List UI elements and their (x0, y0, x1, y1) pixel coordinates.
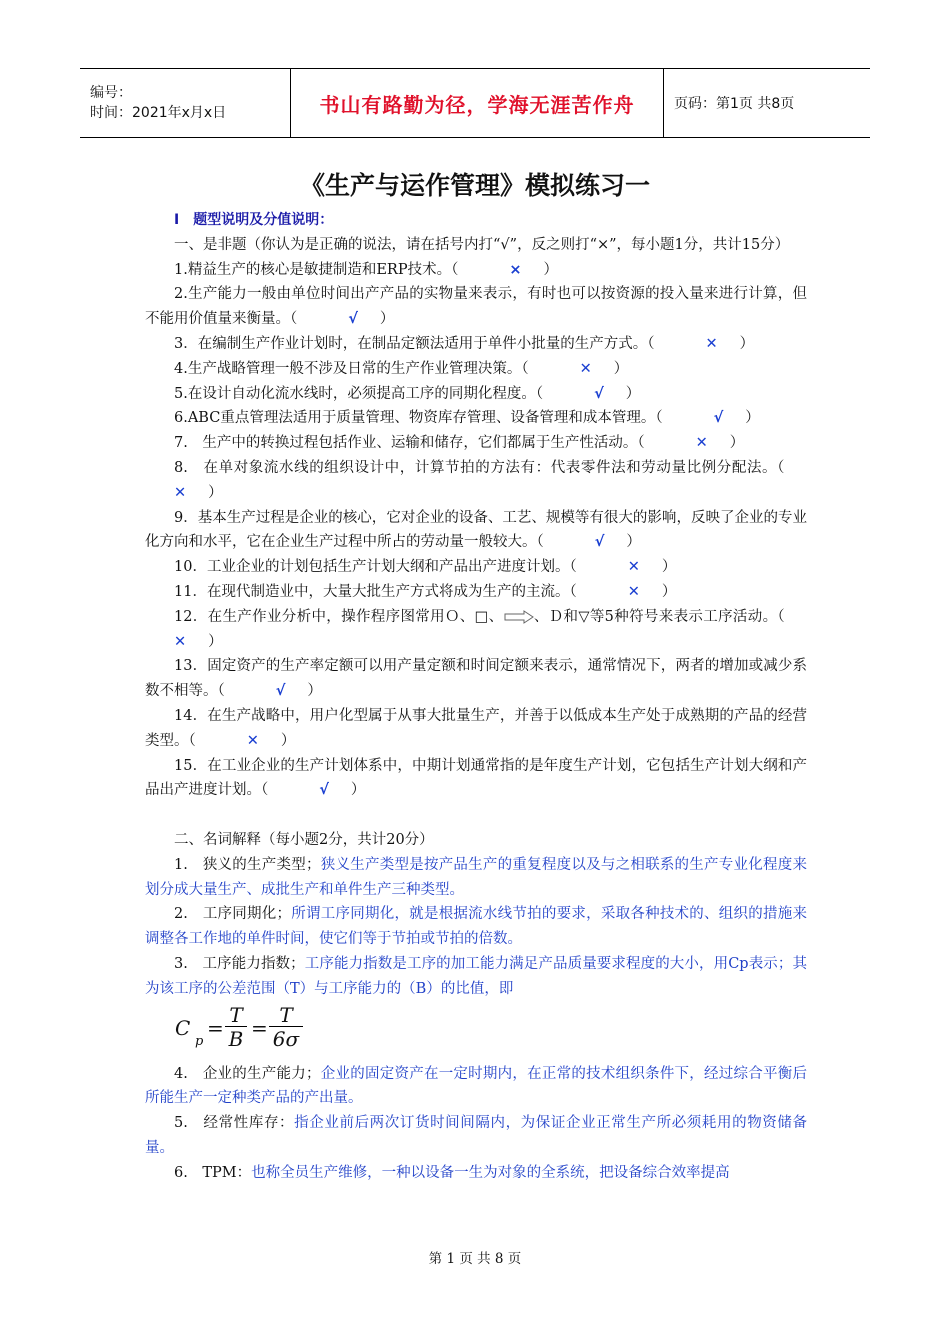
header-meta (80, 69, 291, 137)
term-answer: 狭义生产类型是按产品生产的重复程度以及与之相联系的生产专业化程度来划分成大量生产、成批生产和单件生产三种类型。 (145, 856, 807, 898)
cp-formula: C p = T B = T 6σ (175, 1002, 807, 1062)
part2-intro: 二、名词解释（每小题2分，共计20分） (174, 831, 434, 848)
document-body (145, 208, 807, 1185)
question-item: 7. 生产中的转换过程包括作业、运输和储存，它们都属于生产性活动。（ ✕ ） (145, 431, 807, 456)
term-definition (145, 1062, 807, 1112)
question-item: 14．在生产战略中，用户化型属于从事大批量生产，并善于以低成本生产处于成熟期的产品的经营类型。（ ✕ ） (145, 704, 807, 754)
question-item: 4.生产战略管理一般不涉及日常的生产作业管理决策。（ ✕ ） (145, 357, 807, 382)
question-item: 13．固定资产的生产率定额可以用产量定额和时间定额来表示，通常情况下，两者的增加或减少系数不相等。（ √ ） (145, 654, 807, 704)
question-item: 8. 在单对象流水线的组织设计中，计算节拍的方法有：代表零件法和劳动量比例分配法。（✕ ） (145, 456, 807, 506)
question-item-12: 12．在生产作业分析中，操作程序图常用Ｏ、□、 、Ｄ和▽等5种符号来表示工序活动。（✕ ） (145, 605, 807, 655)
terms-list (145, 853, 807, 1002)
answer-mark: √ (348, 311, 358, 328)
term-answer: 工序能力指数是工序的加工能力满足产品质量要求程度的大小，用Cp表示；其为该工序的公差范围（T）与工序能力的（B）的比值，即 (145, 955, 807, 997)
answer-mark: √ (275, 683, 286, 700)
answer-mark: ✕ (246, 732, 259, 749)
terms-list-continued (145, 1062, 807, 1186)
page-header (80, 68, 870, 138)
term-name: 3. 工序能力指数； (174, 955, 305, 972)
section-heading: I 题型说明及分值说明： (174, 212, 334, 228)
term-answer: 也称全员生产维修，一种以设备一生为对象的全系统，把设备综合效率提高 (251, 1164, 730, 1181)
header-page-cell (664, 69, 870, 137)
answer-mark: ✕ (579, 360, 592, 377)
answer-mark: ✕ (174, 484, 187, 501)
term-name: 6. TPM： (174, 1164, 252, 1181)
answer-mark: √ (594, 385, 604, 402)
term-answer: 指企业前后两次订货时间间隔内，为保证企业正常生产所必须耗用的物资储备量。 (145, 1115, 807, 1156)
true-false-list-continued (145, 654, 807, 803)
time-label: 时间：2021年x月x日 (90, 105, 227, 121)
page-info: 页码：第1页 共8页 (674, 96, 795, 112)
page-footer: 第 1 页 共 8 页 (428, 1251, 522, 1267)
term-definition (145, 902, 807, 952)
question-item: 15．在工业企业的生产计划体系中，中期计划通常指的是年度生产计划，它包括生产计划大纲和产品出产进度计划。（ √ ） (145, 754, 807, 804)
term-definition (145, 952, 807, 1002)
motto: 书山有路勤为径，学海无涯苦作舟 (319, 92, 635, 117)
term-name: 4. 企业的生产能力； (174, 1065, 321, 1082)
answer-mark: ✕ (695, 435, 708, 452)
term-definition (145, 1111, 807, 1161)
page-title: 《生产与运作管理》模拟练习一 (299, 171, 650, 200)
answer-mark: √ (713, 410, 724, 427)
arrow-symbol-icon (504, 610, 534, 624)
term-definition (145, 1161, 807, 1186)
header-motto-cell (291, 69, 664, 137)
code-label: 编号： (90, 85, 132, 101)
true-false-list (145, 258, 807, 605)
term-name: 2. 工序同期化； (174, 906, 292, 923)
question-item: 1.精益生产的核心是敏捷制造和ERP技术。（ × ） (145, 258, 807, 283)
part1-intro: 一、是非题（你认为是正确的说法，请在括号内打“√”，反之则打“×”，每小题1分，共计15分） (174, 236, 790, 253)
question-item: 3．在编制生产作业计划时，在制品定额法适用于单件小批量的生产方式。（ ✕ ） (145, 332, 807, 357)
answer-mark: ✕ (627, 583, 640, 600)
term-answer: 企业的固定资产在一定时期内，在正常的技术组织条件下，经过综合平衡后所能生产一定种类产品的产出量。 (145, 1065, 807, 1107)
term-definition (145, 853, 807, 903)
question-item: 2.生产能力一般由单位时间出产产品的实物量来表示，有时也可以按资源的投入量来进行计算，但不能用价值量来衡量。（ √ ） (145, 282, 807, 332)
question-item: 11．在现代制造业中，大量大批生产方式将成为生产的主流。（ ✕ ） (145, 580, 807, 605)
answer-mark: ✕ (627, 559, 640, 576)
answer-mark: √ (594, 534, 605, 551)
term-name: 1. 狭义的生产类型； (174, 856, 321, 873)
question-item: 9．基本生产过程是企业的核心，它对企业的设备、工艺、规模等有很大的影响，反映了企业的专业化方向和水平，它在企业生产过程中所占的劳动量一般较大。（ √ ） (145, 506, 807, 556)
answer-mark: × (509, 261, 522, 278)
term-answer: 所谓工序同期化，就是根据流水线节拍的要求，采取各种技术的、组织的措施来调整各工作地的单件时间，使它们等于节拍或节拍的倍数。 (145, 906, 807, 948)
question-item: 10．工业企业的计划包括生产计划大纲和产品出产进度计划。（ ✕ ） (145, 555, 807, 580)
answer-mark: ✕ (174, 633, 187, 650)
answer-mark: ✕ (705, 335, 718, 352)
question-item: 6.ABC重点管理法适用于质量管理、物资库存管理、设备管理和成本管理。（ √ ） (145, 406, 807, 431)
answer-mark: √ (319, 782, 329, 799)
term-name: 5. 经常性库存： (174, 1115, 295, 1132)
question-item: 5.在设计自动化流水线时，必须提高工序的同期化程度。（ √ ） (145, 382, 807, 407)
